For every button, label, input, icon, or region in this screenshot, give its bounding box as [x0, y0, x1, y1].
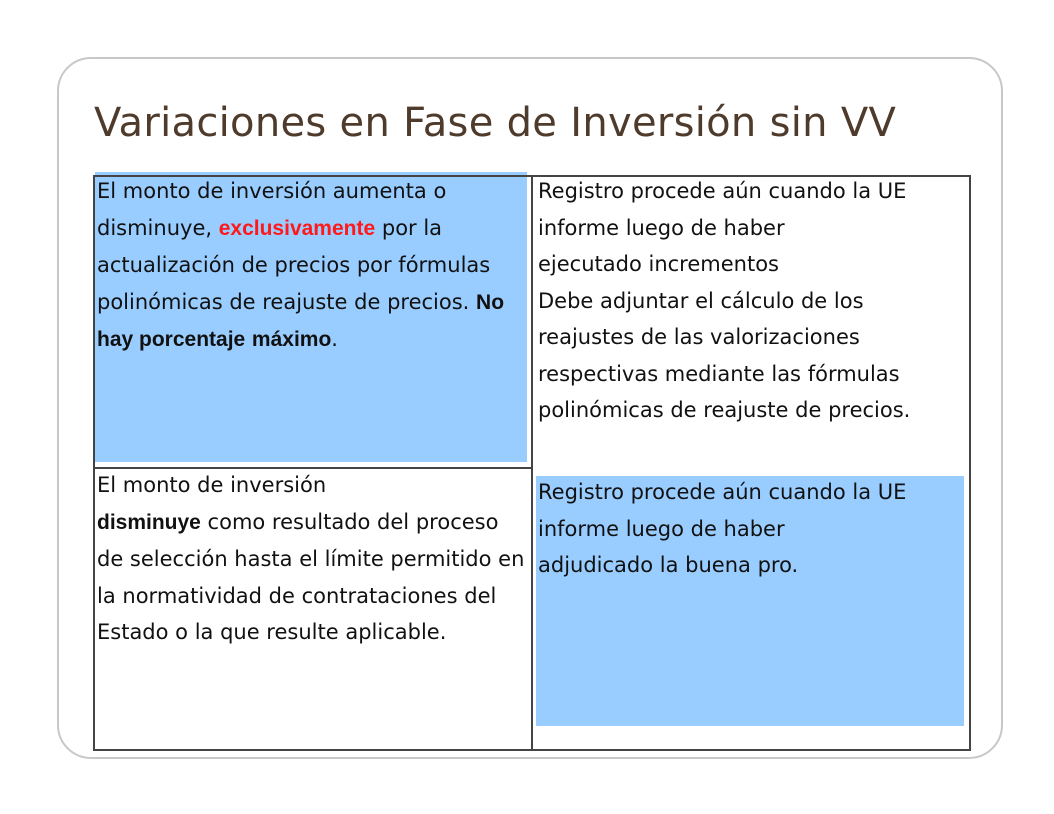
cell-text-line: límite permitido en la [97, 547, 525, 608]
cell-text-line: ejecutado incrementos [538, 252, 779, 276]
table-column-divider [531, 175, 533, 751]
cell-text-line: proceso de selección hasta el [97, 509, 499, 571]
cell-text-line: UE informe luego de haber [538, 480, 907, 541]
emphasis-maximo: máximo [251, 328, 332, 351]
cell-text-line: aplicable. [345, 620, 447, 644]
cell-text-line: reajustes de las valorizaciones [538, 325, 860, 349]
cell-text-line: o disminuye, exclusivamente [97, 179, 447, 240]
emphasis-exclusivamente: exclusivamente [218, 216, 376, 240]
cell-text-line: polinómicas de reajuste de [97, 289, 381, 314]
cell-text-line: normatividad de contrataciones [122, 583, 458, 608]
cell-text-line: fórmulas polinómicas de [538, 361, 900, 422]
slide-title: Variaciones en Fase de Inversión sin VV [94, 100, 897, 146]
cell-bottom-left [97, 467, 526, 651]
cell-text-line: disminuye como resultado del [97, 509, 410, 534]
cell-bottom-right [538, 474, 964, 584]
cell-text-line: del Estado o la que resulte [97, 583, 497, 644]
cell-text-line: reajuste de precios. [703, 398, 911, 422]
emphasis-no-porcentaje: No hay porcentaje [97, 290, 505, 351]
cell-text-line: El monto de inversión aumenta [97, 179, 427, 203]
cell-text-line: precios. No hay porcentaje [97, 289, 505, 351]
cell-text-line: precios por fórmulas [274, 253, 491, 277]
cell-text-line: Debe adjuntar el cálculo de los [538, 288, 864, 313]
cell-top-right [538, 173, 964, 429]
cell-text-line: UE informe luego de haber [538, 179, 907, 240]
cell-text-line: adjudicado la buena pro. [538, 553, 799, 577]
cell-top-left [97, 173, 526, 359]
cell-text-line: por la actualización de [97, 215, 443, 277]
cell-text-line: máximo. [251, 327, 338, 351]
cell-text-line: respectivas mediante las [538, 361, 802, 386]
cell-text-line: El monto de inversión [97, 473, 327, 497]
cell-text-line: Registro procede aún cuando la [538, 179, 872, 203]
emphasis-disminuye: disminuye [97, 510, 201, 534]
cell-text-line: Registro procede aún cuando la [538, 480, 872, 504]
